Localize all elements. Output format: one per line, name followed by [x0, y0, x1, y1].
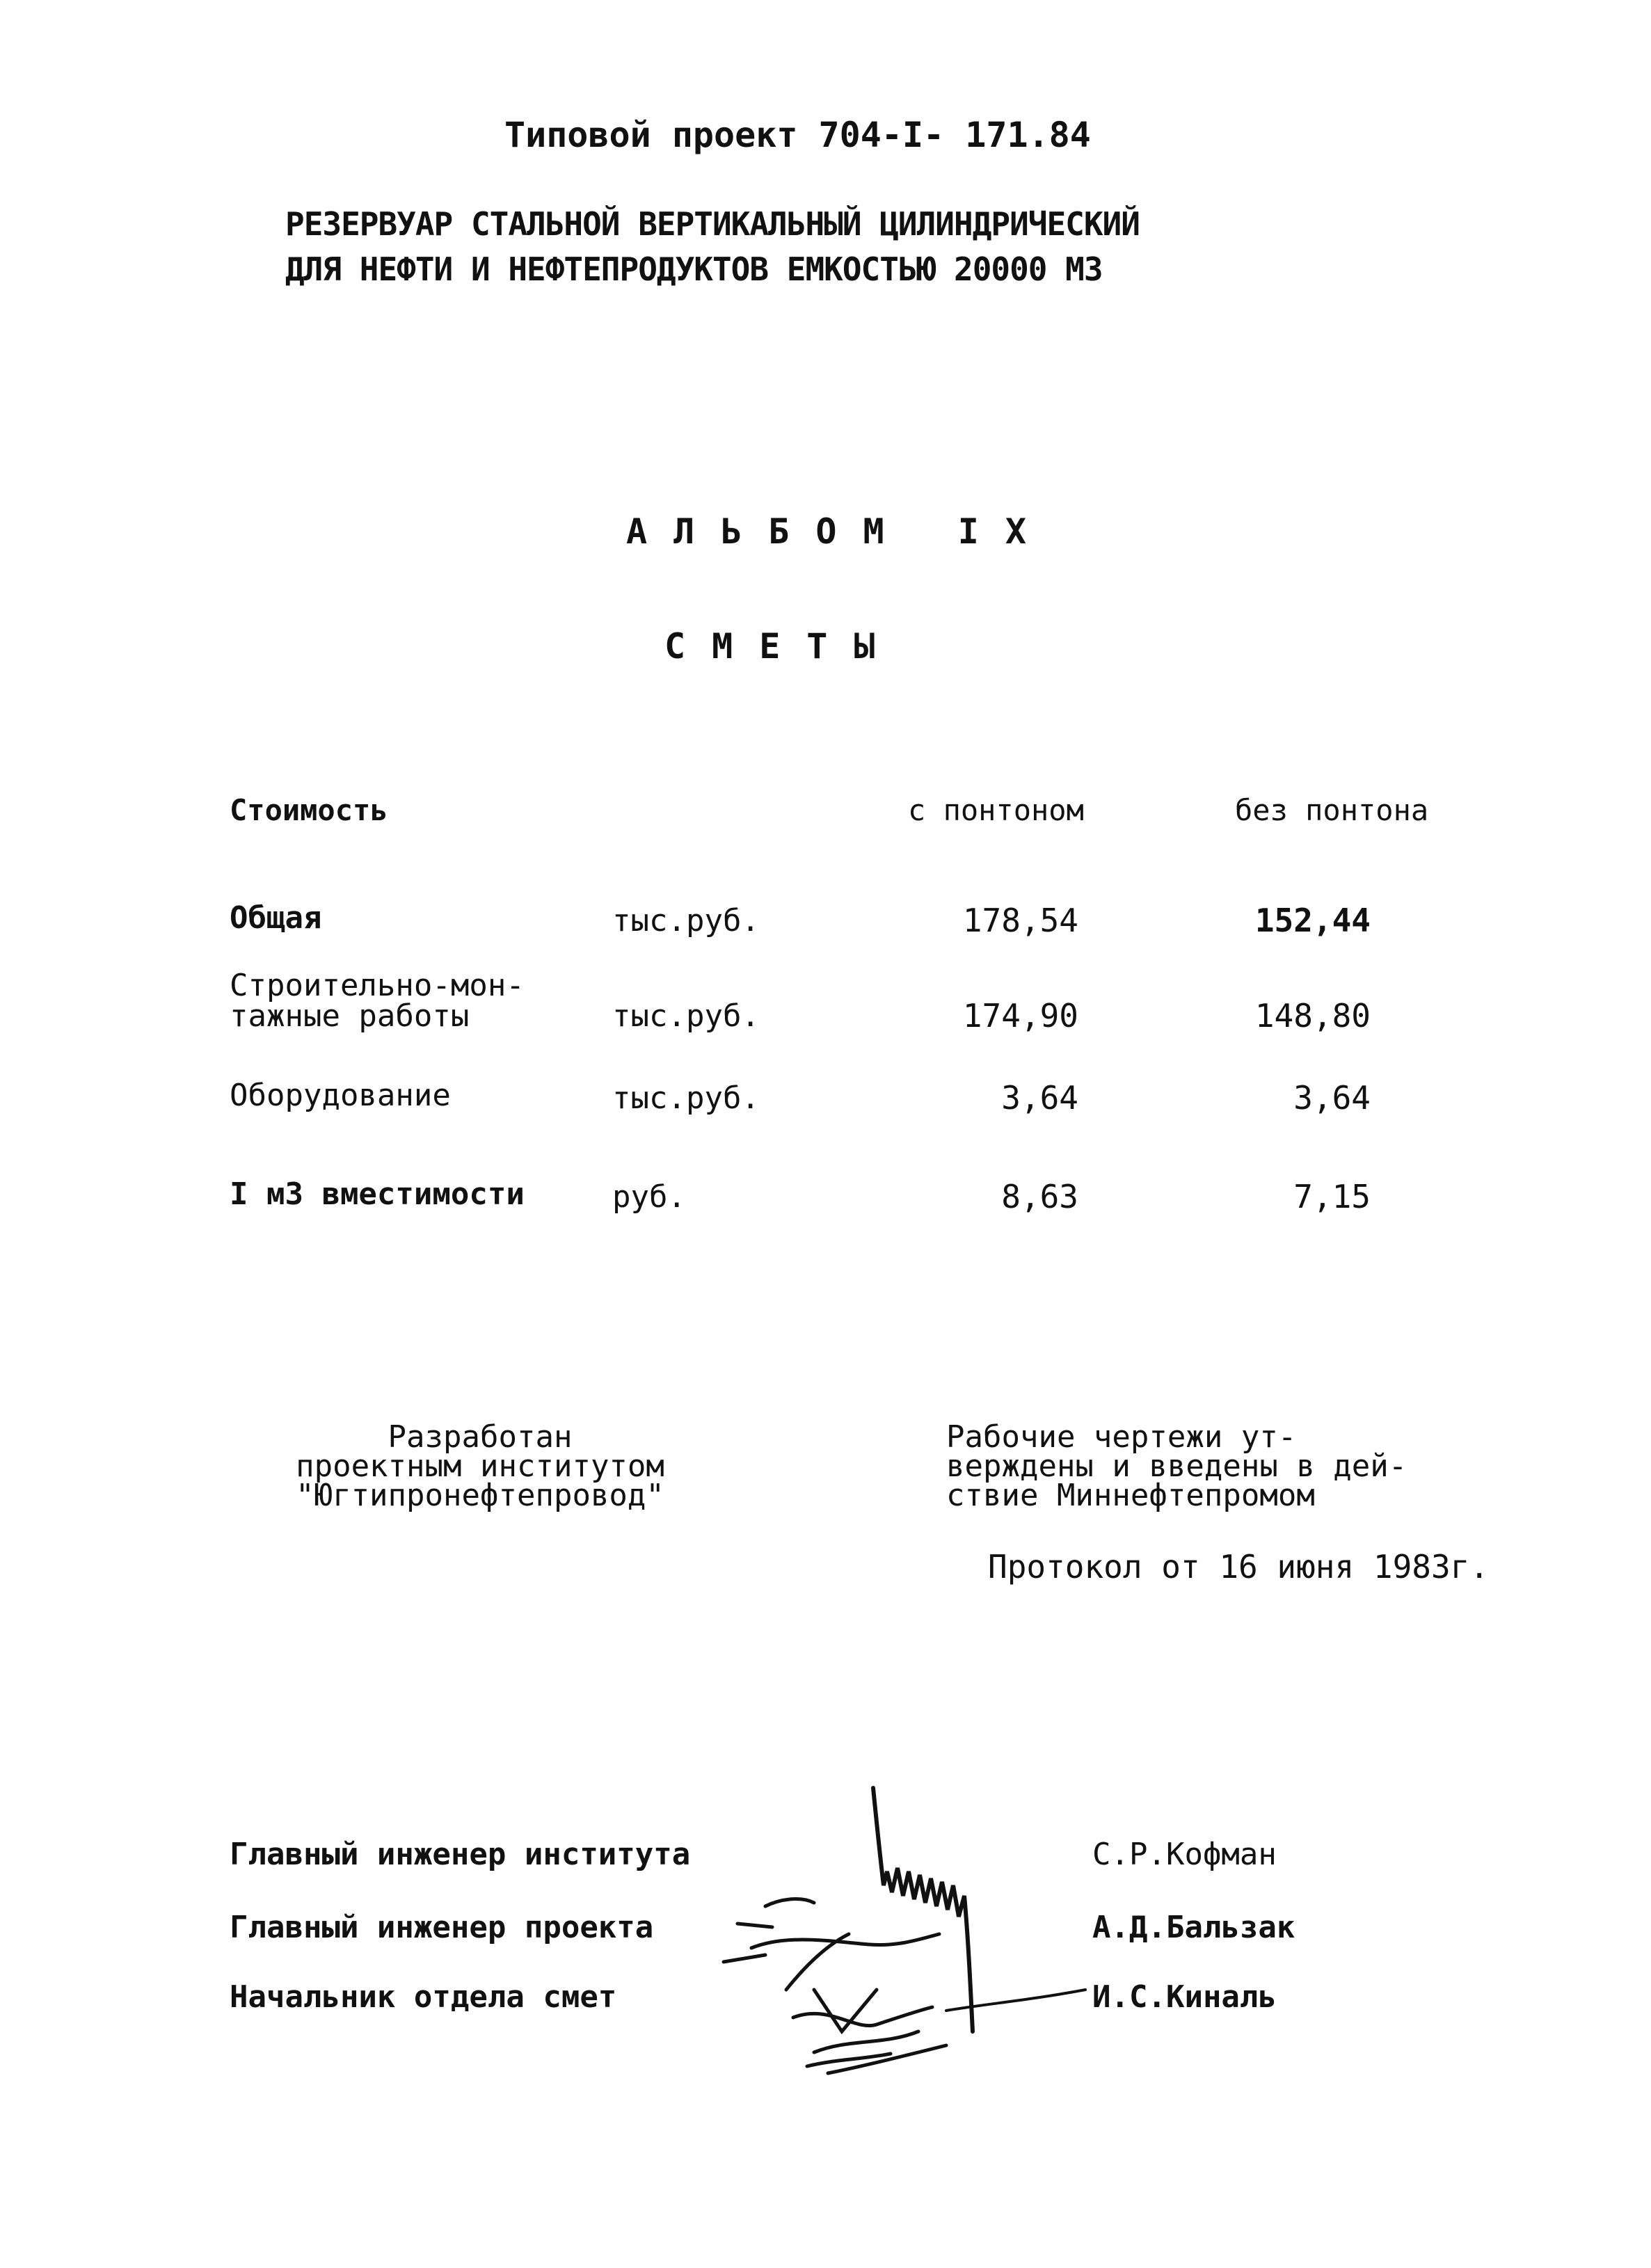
cost-row-without-pontoon: 152,44	[1254, 902, 1371, 939]
section-heading: СМЕТЫ	[664, 626, 902, 666]
protocol-note: Протокол от 16 июня 1983г.	[988, 1548, 1490, 1586]
project-number: Типовой проект 704-I- 171.84	[504, 115, 1091, 155]
document-title-line-2: ДЛЯ НЕФТИ И НЕФТЕПРОДУКТОВ ЕМКОСТЬЮ 20000 М3	[285, 250, 1103, 288]
signatory-name: С.Р.Кофман	[1092, 1837, 1277, 1872]
signatory-name: И.С.Киналь	[1092, 1979, 1277, 2015]
cost-row-without-pontoon: 7,15	[1293, 1178, 1371, 1215]
cost-header-without-pontoon: без понтона	[1235, 793, 1429, 827]
cost-header-label: Стоимость	[230, 793, 388, 827]
handwritten-signatures	[710, 1781, 1099, 2115]
cost-row-with-pontoon: 174,90	[962, 997, 1078, 1035]
cost-header-with-pontoon: с понтоном	[908, 793, 1084, 827]
signatory-name: А.Д.Бальзак	[1092, 1910, 1295, 1945]
cost-row-label: Общая	[230, 900, 322, 936]
cost-row-label: Оборудование	[230, 1078, 451, 1113]
cost-row-with-pontoon: 178,54	[962, 902, 1078, 939]
cost-row-unit: тыс.руб.	[612, 1080, 760, 1116]
cost-row-unit: тыс.руб.	[612, 998, 760, 1034]
signatory-role: Главный инженер проекта	[230, 1910, 654, 1945]
cost-row-without-pontoon: 148,80	[1254, 997, 1371, 1035]
cost-row-label: Строительно-мон- тажные работы	[230, 968, 525, 1034]
developed-by-note: Разработан проектным институтом "Югтипронефтепровод"	[296, 1419, 664, 1513]
approval-note: Рабочие чертежи ут- верждены и введены в дей- ствие Миннефтепромом	[946, 1419, 1407, 1513]
cost-row-without-pontoon: 3,64	[1293, 1079, 1371, 1117]
document-title-line-1: РЕЗЕРВУАР СТАЛЬНОЙ ВЕРТИКАЛЬНЫЙ ЦИЛИНДРИЧЕСКИЙ	[285, 205, 1140, 243]
cost-row-with-pontoon: 3,64	[1001, 1079, 1078, 1117]
cost-row-label: I м3 вместимости	[230, 1176, 525, 1212]
signatory-role: Главный инженер института	[230, 1837, 691, 1872]
album-heading: АЛЬБОМ IX	[626, 511, 1053, 552]
cost-row-unit: руб.	[612, 1179, 686, 1215]
cost-row-unit: тыс.руб.	[612, 903, 760, 939]
signatory-role: Начальник отдела смет	[230, 1979, 617, 2015]
cost-row-with-pontoon: 8,63	[1001, 1178, 1078, 1215]
